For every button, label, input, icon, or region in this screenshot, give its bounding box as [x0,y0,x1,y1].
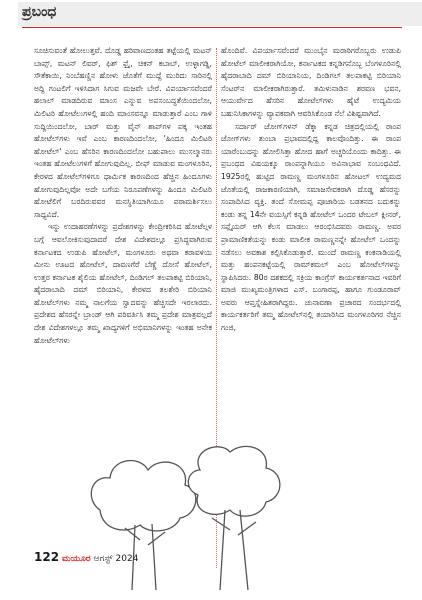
paragraph: ಇನ್ನು ಉದಾಹರಣೆಗಳನ್ನು ಪ್ರದೇಶಗಳನ್ನು ಕೇಂದ್ರೀಕರಿಸಿದ ಹೋಟೆಲ್ಗಳ ಬಗ್ಗೆ ಆವಲೋಕಿಸುವುದಾದರೆ ದೇಶ ವಿದೇಶದಲ್ಲೂ ಪ್ರಸಿದ್ಧವಾಗಿರುವ ಕರ್ನಾಟಕದ ಉಡುಪಿ ಹೋಟೆಲ್, ಮಂಗಳೂರು ಅಥವಾ ಕರಾವಳಿಯ ಮೀನು ಊಟದ ಹೋಟೆಲ್, ದಾವಣಗೆರೆ ಬೆಣ್ಣೆ ದೋಸೆ ಹೋಟೆಲ್, ಉತ್ತರ ಕರ್ನಾಟಕ ಶೈಲಿಯ ಹೋಟೆಲ್, ದಿಂಡಿಗಲ್ ತಲಪಾಕಟ್ಟಿ ಬಿರಿಯಾನಿ, ಹೈದರಾಬಾದಿ ದಮ್ ಬಿರಿಯಾನಿ, ಕೇರಳದ ತಲಶೇರಿ ಬಿರಿಯಾನಿ ಹೋಟೆಲ್‌ಗಳು ನಮ್ಮ ನಾಲಗೆಯ ಸ್ವಾದವನ್ನು ಹೆಚ್ಚಿಸದೇ ಇರಲಾರದು. ಪ್ರದೇಶದ ಹೆಸರನ್ನೇ ಬ್ರಾಂಡ್ ಆಗಿ ಪರಿವರ್ತಿಸಿ ತಮ್ಮ ಪ್ರದೇಶ ಮಾತ್ರವಲ್ಲದೆ ದೇಶ ವಿದೇಶಗಳಲ್ಲೂ ತಮ್ಮ ಖಾದ್ಯಗಳಿಗೆ ಅಭಿಮಾನಿಗಳನ್ನು ಇಂತಹ ಅನೇಕ ಹೋಟೆಲ್‌ಗಳು [34,222,212,345]
header-bar [18,2,422,26]
tree-left-canopy [91,461,196,531]
page-header [0,0,422,42]
paragraph: ಹೊಂದಿವೆ. ವಿಪರ್ಯಾಸವೆಂದರೆ ಮುಂಬೈನ ಮರಾಠಿಗರೊಬ್ಬರು ಉಡುಪಿ ಹೋಟೆಲ್ ಮಾಲೀಕರಾಗಿಯೋ, ಕರ್ನಾಟಕದ ಕನ್ನಡಿಗನೊಬ್ಬ ಬೆಂಗಳೂರಿನಲ್ಲಿ ಹೈದರಾಬಾದಿ ದಮ್ ಬಿರಿಯಾನಿಯ, ದಿಂಡಿಗಲ್ ತಲಪಾಕಟ್ಟಿ ಬಿರಿಯಾನಿ ಸೆಂಟರ್‌ನ ಮಾಲೀಕರಾಗಿರುತ್ತಾರೆ. ತಮಿಳುನಾಡಿನ ಶರವಣ ಭವನ, ಆಯುರ್ವೇದ ಹೆಸರಿನ ಹೋಟೆಲ್‌ಗಳು ಹೈಟೆ ಉದ್ಯಮಿಯ ಬಹುನಿಸಿಕಾಗಳನ್ನು ವ್ಯಾಪಕವಾಗಿ ಆವರಿಸಿಕೊಂಡ ನೆಲೆ ವಿಶಿಷ್ಟವಾಗಿದೆ. [221,46,401,118]
page-number: 122 [34,550,60,564]
issue-date: ಆಗಸ್ಟ್ 2024 [93,554,139,564]
page-footer [34,550,138,564]
left-column [34,45,212,347]
tree-right-canopy [188,446,280,516]
right-column [221,45,401,335]
paragraph: ಸರ್ದಾರ್ ಜೋಗ್‌ಗಳನ್ ಡೆಕ್ಕಾ ಕನ್ನಡ ಚಿತ್ರದಲ್ಲಿಯಲ್ಲಿ ರಾಂಪ ಜೋಗ್‌ಗಳು ತುಂಬಾ ಪ್ರಭಾವದಲ್ಲಿದ್ದ ಕಾಲವೊಂದಿತ್ತು. ಈ ರಾಂಪ ಯಾರೆಂಬುದನ್ನು ಹೋಲಿಸಿತ್ತಾ ಹೋದ ಹಾಗೆ ಅಚ್ಚರಿಯೊಂದು ಕಾದಿತ್ತು. ಈ ಪ್ರಬಂಧದ ವಿಷಯಕ್ಕೂ ರಾಂಪನ್ನಾಗಿಯೂ ಅವಿನಾಭಾವ ಸಂಬಂಧವಿದೆ. 1925ರಲ್ಲಿ ಹುಟ್ಟಿದ ರಾಮಣ್ಣ ಮಂಗಳೂರಿನ ಹೋಟಲ್ ಉದ್ಯಮದ ಜೊತೆಯಲ್ಲಿ ರಾಜಕಾರಣಿಯಾಗಿ, ಸಮಾಜಸೇವಕರಾಗಿ ದೊಡ್ಡ ಹೆಸರನ್ನು ಸಂಪಾದಿಸಿದ ವ್ಯಕ್ತಿ. ತಂದೆ ಸೋಮಪ್ಪ ಪೂಜಾರಿಯ ಬಡತನದ ಬದುಕನ್ನು ಕಂಡು ತನ್ನ 14ನೇ ವಯಸ್ಸಿಗೆ ಕನ್ನಡಿ ಹೋಟೆಲ್ ಒಂದರ ಟೇಬಲ್ ಕ್ಲೀನರ್, ಸಪ್ಲೈಯರ್ ಆಗಿ ಕೆಲಸ ಮಾಡಲು ಆರಂಭಿಸಿದವರು ರಾಮಣ್ಣ. ಅವರ ಪ್ರಾಮಾಣಿಕತೆಯನ್ನು ಕಂಡು ಮಾಲೀಕ ರಾಮಣ್ಣನನ್ನೇ ಹೋಟೆಲ್ ಒಂದನ್ನು ನಡೆಸಲು ಅವಕಾಶ ಕಲ್ಪಿಸಿಕೊಡುತ್ತಾರೆ. ಮುಂದೆ ರಾಮಣ್ಣ ಕಂಕನಾಡಿಯಲ್ಲಿ ಮತ್ತು ಹಂಪನಕಟ್ಟೆಯಲ್ಲಿ ರಾಮ್‌ಕಮಲ್ ಎಂಬ ಹೋಟೆಲ್‌ಗಳನ್ನು ಸ್ಥಾಪಿಸಿದರು. 80ರ ದಶಕದಲ್ಲಿ ಸಕ್ರಿಯ ಕಾಂಗ್ರೆಸ್ ಕಾರ್ಯಕರ್ತನಾದ ಇವರಿಗೆ ಮಾಜಿ ಮುಖ್ಯಮಂತ್ರಿಗಳಾದ ಎಸ್. ಬಂಗಾರಪ್ಪ, ಹಾಗೂ ಗುಂಡೂರಾವ್ ಅವರು ಆಪ್ತಸ್ನೇಹಿತರಾಗಿದ್ದರು. ಚುನಾವಣಾ ಪ್ರಚಾರದ ಸಂದರ್ಭದಲ್ಲಿ ಕಾರ್ಯಕರ್ತರಿಗೆ ತಮ್ಮ ಹೋಟೆಲ್‌ನಲ್ಲಿ ತಯಾರಿಸಿದ ಮಂಗಳೂರಿಗರ ನೆಚ್ಚಿನ ಗಂಜಿ, [221,121,401,333]
section-title: ಪ್ರಬಂಧ [22,4,57,20]
header-rule [22,27,402,28]
magazine-name: ಮಯೂರ [61,554,91,564]
tree-illustration [80,440,305,590]
paragraph: ಸೂಚಿಸುವಂತೆ ಹೋಲುತ್ತವೆ. ದೊಡ್ಡ ಹರಿವಾಣದಂತಹ ತಟ್ಟೆಯಲ್ಲಿ ಮಟನ್ ಬಾಪ್ಸ್, ಮಟನ್ ಲಿವರ್, ಫಿಶ್ ಫ್ರೈ, ಚಿಕನ್ ಕಬಾಬ್, ಉಳ್ಳಾಗಡ್ಡಿ, ಸೌತೆಕಾಯಿ, ನಿಂಬೆಹಣ್ಣಿನ ಹೋಳು ಜೊತೆಗೆ ಮುದ್ದೆ ಮುರಿದು ಸಾರಿನಲ್ಲಿ ಅದ್ದಿ ಗಂಟಲಿಗೆ ಇಳಿಸಿದಾಗ ಸಿಗುವ ಮಜವೇ ಬೇರೆ. ವಿಪರ್ಯಾಸವೆಂದರೆ ಹಲಾಲ್ ಮಾಡದಿರುವ ಮಾಂಸ ಎನ್ನುವ ಅಪಸಂಬದ್ಧತೆಯಿಂದಲೋ, ಮಿಲಿಟರಿ ಹೋಟೆಲುಗಳಲ್ಲಿ ಹಂದಿ ಮಾಂಸವನ್ನೂ ಮಾಡುತ್ತಾರೆ ಎಂಬ ಗಾಳಿ ಸುದ್ದಿಯಿಂದಲೋ, ಬಾರ್ ಮತ್ತು ವೈನ್ ಶಾಪ್‌ಗಳ ಪಕ್ಕ ಇಂತಹ ಹೋಟೆಲ್‌ಗಳು ಇವೆ ಎಂಬ ಕಾರಣದಿಂದಲೋ, 'ಹಿಂದೂ ಮಿಲಿಟರಿ ಹೋಟೆಲ್' ಎಂಬ ಹೆಸರಿನ ಕಾರಣದಿಂದಲೋ ಬಹುಪಾಲು ಮುಸಲ್ಮಾನರು ಇಂತಹ ಹೋಟೆಲುಗಳಿಗೆ ಹೋಗುವುದಿಲ್ಲ. ಬೀಫ್ ಮಾಡುವ ಮಂಗಳೂರಿನ, ಕೇರಳದ ಹೋಟೆಲ್‌ಗಳಿಗೂ ಧಾರ್ಮಿಕ ಕಾರಣದಿಂದ ಹೆಚ್ಚಿನ ಹಿಂದೂಗಳು ಹೋಗುವುದಿಲ್ಲವೋ ಅದೇ ಬಗೆಯ ನಿರೂಪಣೆಗಳನ್ನು ಹಿಂದೂ ಮಿಲಿಟರಿ ಹೋಟೆಲಿಗೆ ಬರದಿರುವವರ ಮನಸ್ಥಿತಿಯಾಗಿಯೂ ಪರಾಮರ್ಶಿಸಲು ಸಾಧ್ಯವಿದೆ. [34,46,212,219]
tree-right-trunk [212,510,256,590]
